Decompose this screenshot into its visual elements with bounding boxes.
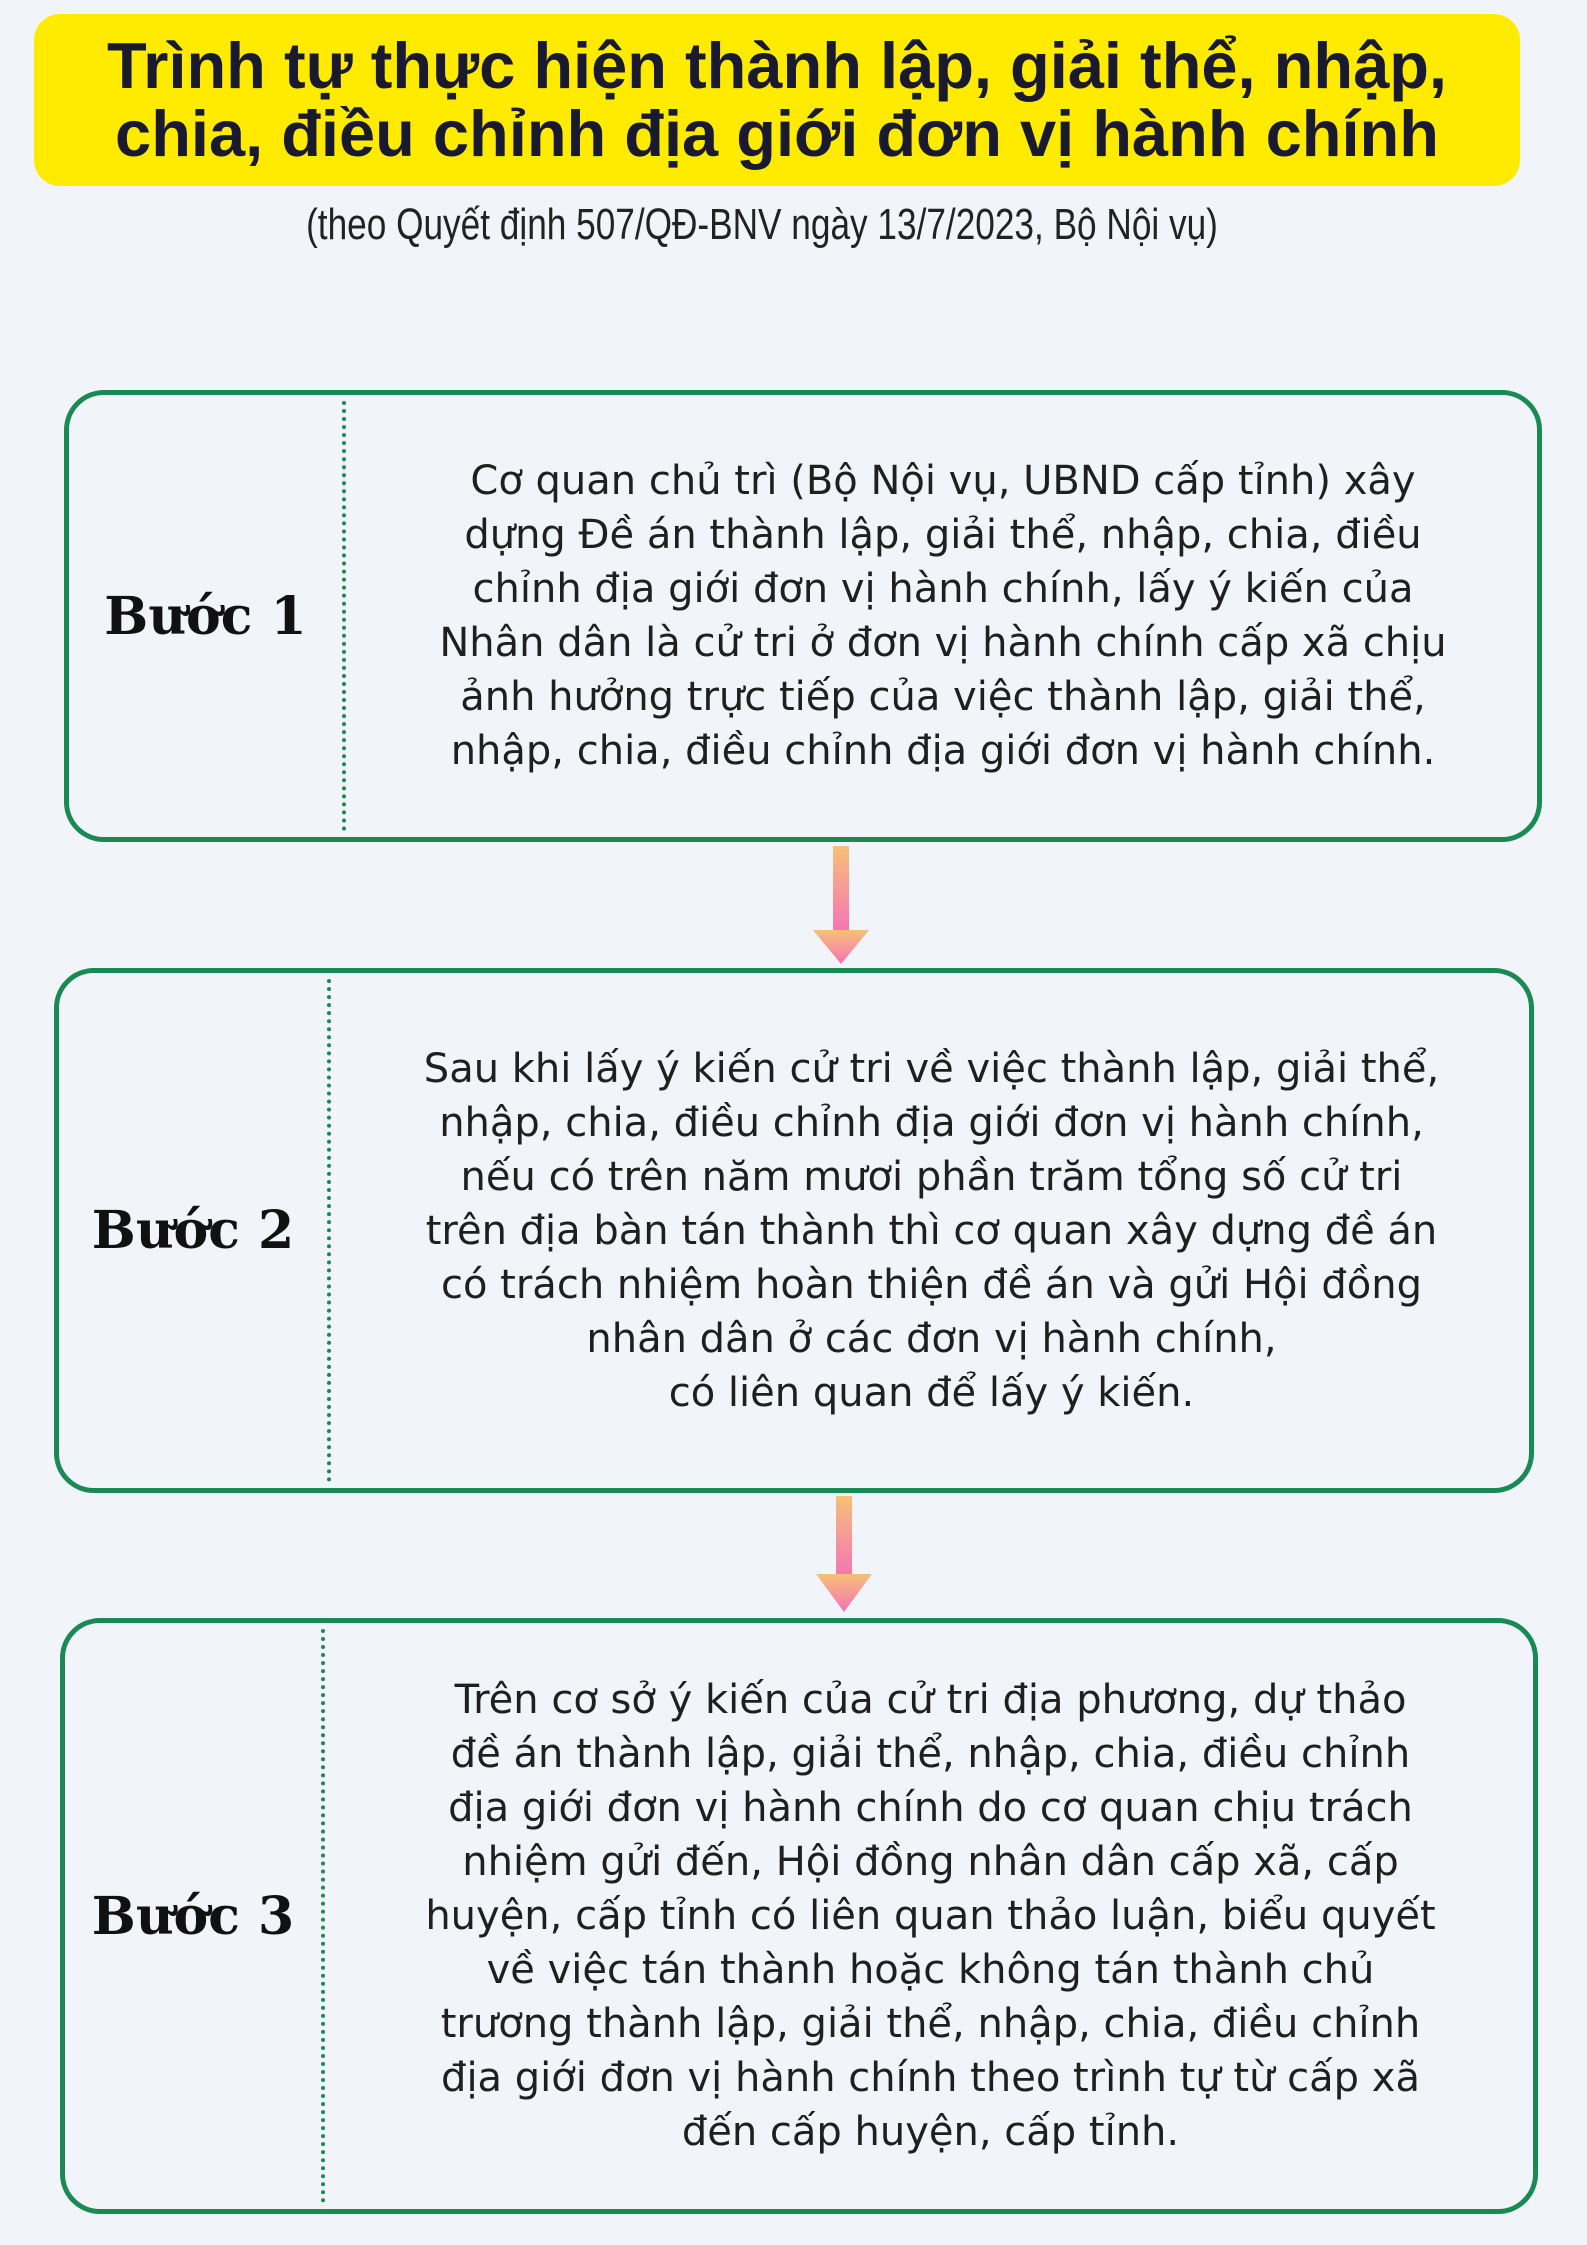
step-2-text: Sau khi lấy ý kiến cử tri về việc thành lập, giải thể, nhập, chia, điều chỉnh địa giới đơn vị hành chính, nếu có trên năm mươi phần trăm tổng số cử tri trên địa bàn tán thành thì cơ quan xây dựng đề án có trách nhiệm hoàn thiện đề án và gửi Hội đồng nhân dân ở các đơn vị hành chính, có liên quan để lấy ý kiến. [423, 1045, 1440, 1416]
step-3-text: Trên cơ sở ý kiến của cử tri địa phương, dự thảo đề án thành lập, giải thể, nhập, chia, điều chỉnh địa giới đơn vị hành chính do cơ quan chịu trách nhiệm gửi đến, Hội đồng nhân dân cấp xã, cấp huyện, cấp tỉnh có liên quan thảo luận, biểu quyết về việc tán thành hoặc không tán thành chủ trương thành lập, giải thể, nhập, chia, điều chỉnh địa giới đơn vị hành chính theo trình tự từ cấp xã đến cấp huyện, cấp tỉnh. [425, 1677, 1436, 2155]
step-1-divider [342, 401, 346, 831]
title-line-1: Trình tự thực hiện thành lập, giải thể, nhập, [107, 29, 1447, 102]
step-1-box [64, 390, 1542, 842]
step-3-divider [321, 1629, 325, 2203]
step-2-box [54, 968, 1534, 1493]
step-2-label: Bước 2 [91, 1200, 295, 1261]
arrow-down-icon [814, 1496, 874, 1616]
title-banner [34, 14, 1520, 186]
step-3-label: Bước 3 [91, 1885, 295, 1947]
step-1-label: Bước 1 [104, 585, 307, 647]
step-3-box [60, 1618, 1538, 2214]
subtitle: (theo Quyết định 507/QĐ-BNV ngày 13/7/2023, Bộ Nội vụ) [306, 200, 1218, 249]
step-1-text: Cơ quan chủ trì (Bộ Nội vụ, UBND cấp tỉnh) xây dựng Đề án thành lập, giải thể, nhập, chia, điều chỉnh địa giới đơn vị hành chính, lấy ý kiến của Nhân dân là cử tri ở đơn vị hành chính cấp xã chịu ảnh hưởng trực tiếp của việc thành lập, giải thể, nhập, chia, điều chỉnh địa giới đơn vị hành chính. [439, 458, 1447, 774]
step-2-divider [327, 979, 331, 1482]
title-line-2: chia, điều chỉnh địa giới đơn vị hành chính [115, 97, 1439, 170]
arrow-down-icon [811, 846, 871, 966]
